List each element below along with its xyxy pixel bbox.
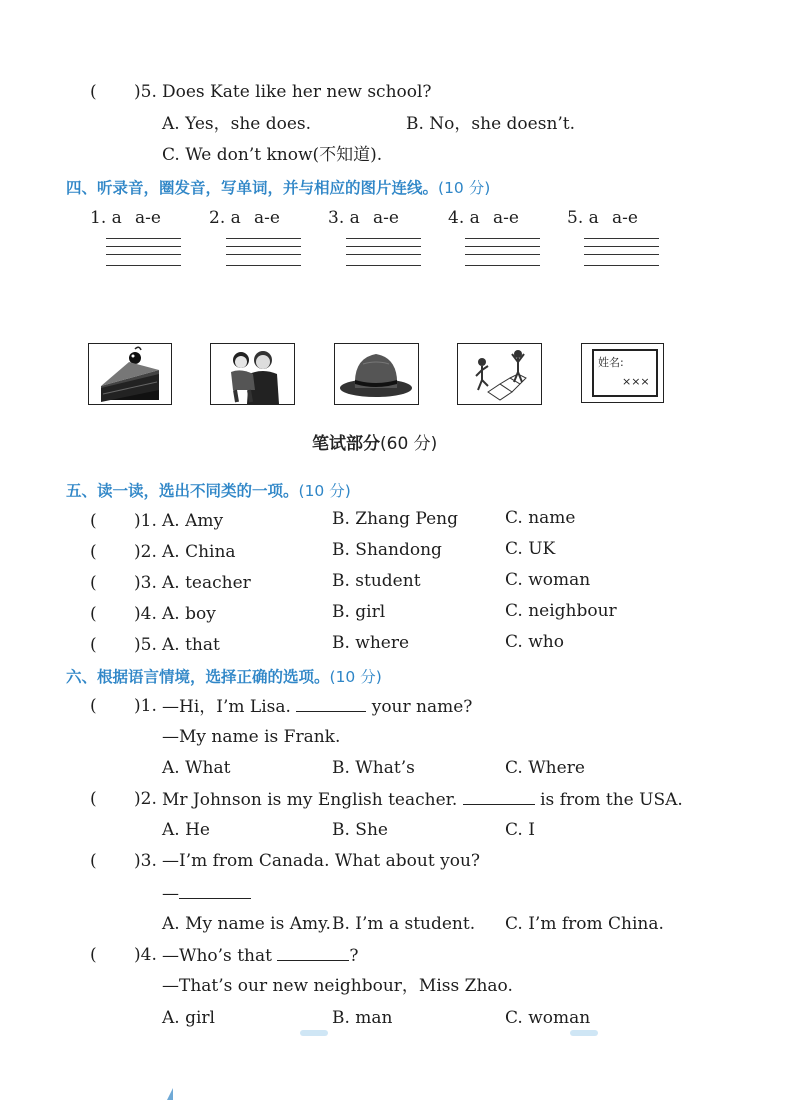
section-6-heading xyxy=(66,665,382,687)
answer-line xyxy=(162,882,251,905)
option-b: B. No，she doesn’t. xyxy=(406,114,576,134)
hopscotch-game-picture[interactable] xyxy=(457,343,542,405)
option-c: C. neighbour xyxy=(505,601,617,621)
option-b: B. man xyxy=(332,1008,393,1028)
option-c: C. who xyxy=(505,632,564,652)
option-a: A. girl xyxy=(162,1008,215,1028)
question-text: —Who’s that xyxy=(162,946,272,966)
question-text: your name? xyxy=(371,697,473,717)
dialogue-line: —That’s our new neighbour，Miss Zhao. xyxy=(162,976,513,996)
written-part-points: (60 分) xyxy=(380,434,438,454)
option-b: B. girl xyxy=(332,602,386,622)
cake-icon xyxy=(89,344,171,404)
answer-paren[interactable]: ( xyxy=(90,511,97,531)
question-text: is from the USA. xyxy=(540,790,683,810)
cake-picture[interactable] xyxy=(88,343,172,405)
option-a: A. that xyxy=(162,635,220,655)
sound-item-label: 5. a xyxy=(567,208,599,228)
answer-paren[interactable]: ( xyxy=(90,696,97,716)
question-text: Mr Johnson is my English teacher. xyxy=(162,790,458,810)
section-6-points: (10 分) xyxy=(329,668,382,686)
name-card-picture[interactable] xyxy=(581,343,664,403)
sound-item-alt: a-e xyxy=(135,208,161,228)
option-c: C. UK xyxy=(505,539,556,559)
question-line xyxy=(162,695,472,718)
dash: — xyxy=(162,884,179,904)
question-line xyxy=(162,788,683,811)
question-number: )3. xyxy=(134,851,157,871)
option-a: A. China xyxy=(162,542,236,562)
answer-paren[interactable]: ( xyxy=(90,573,97,593)
answer-paren[interactable]: ( xyxy=(90,542,97,562)
answer-blank[interactable] xyxy=(296,695,366,712)
answer-blank[interactable] xyxy=(277,944,349,961)
sound-item-alt: a-e xyxy=(493,208,519,228)
option-b: B. Zhang Peng xyxy=(332,509,458,529)
answer-paren[interactable]: ( xyxy=(90,789,97,809)
sound-item-alt: a-e xyxy=(373,208,399,228)
section-5-points: (10 分) xyxy=(298,482,351,500)
option-a: A. teacher xyxy=(162,573,251,593)
sound-item-label: 4. a xyxy=(448,208,480,228)
sound-item-alt: a-e xyxy=(612,208,638,228)
question-line xyxy=(162,944,358,967)
sound-item-alt: a-e xyxy=(254,208,280,228)
sound-item-label: 2. a xyxy=(209,208,241,228)
answer-paren[interactable]: ( xyxy=(90,604,97,624)
section-6-title: 六、根据语言情境，选择正确的选项。 xyxy=(66,668,330,686)
decor-mark xyxy=(570,1030,598,1036)
question-number: )2. xyxy=(134,542,157,562)
option-b: B. What’s xyxy=(332,758,415,778)
family-icon xyxy=(211,344,294,404)
option-c: C. Where xyxy=(505,758,585,778)
decor-mark xyxy=(300,1030,328,1036)
question-number: )2. xyxy=(134,789,157,809)
answer-paren[interactable]: ( xyxy=(90,851,97,871)
section-4-title: 四、听录音，圈发音，写单词，并与相应的图片连线。 xyxy=(66,179,439,197)
option-c: C. name xyxy=(505,508,576,528)
option-a: A. My name is Amy. xyxy=(162,914,331,934)
option-c: C. woman xyxy=(505,1008,591,1028)
hat-icon xyxy=(335,344,418,404)
question-number xyxy=(134,81,157,103)
question-number: )1. xyxy=(134,511,157,531)
corner-triangle-icon xyxy=(167,1088,173,1100)
question-text: —Hi，I’m Lisa. xyxy=(162,697,291,717)
option-b: B. She xyxy=(332,820,388,840)
answer-paren-open: ( xyxy=(90,82,97,102)
question-text: Does Kate like her new school? xyxy=(162,82,432,102)
written-part-label: 笔试部分 xyxy=(312,434,380,454)
option-a: A. Yes，she does. xyxy=(162,114,312,134)
answer-paren[interactable]: ( xyxy=(90,945,97,965)
option-c: C. We don’t know(不知道). xyxy=(162,145,383,165)
option-a: A. What xyxy=(162,758,231,778)
option-c: C. I xyxy=(505,820,535,840)
sound-item-label: 1. a xyxy=(90,208,122,228)
father-son-picture[interactable] xyxy=(210,343,295,405)
q-number: 5. xyxy=(140,82,157,102)
option-b: B. I’m a student. xyxy=(332,914,476,934)
question-text: ? xyxy=(349,946,359,966)
answer-blank[interactable] xyxy=(179,882,251,899)
question-number: )3. xyxy=(134,573,157,593)
question-number: )4. xyxy=(134,945,157,965)
name-card xyxy=(592,349,658,397)
section-4-heading xyxy=(66,176,490,198)
answer-paren-close: ) xyxy=(134,82,141,102)
hat-picture[interactable] xyxy=(334,343,419,405)
name-card-label: 姓名: xyxy=(598,356,624,369)
option-c: C. woman xyxy=(505,570,591,590)
dialogue-line: —My name is Frank. xyxy=(162,727,341,747)
option-a: A. Amy xyxy=(162,511,224,531)
dialogue-line: —I’m from Canada. What about you? xyxy=(162,851,481,871)
hopscotch-icon xyxy=(458,344,541,404)
sound-item-label: 3. a xyxy=(328,208,360,228)
section-5-heading xyxy=(66,479,351,501)
answer-blank[interactable] xyxy=(463,788,535,805)
question-number: )4. xyxy=(134,604,157,624)
option-b: B. student xyxy=(332,571,421,591)
section-5-title: 五、读一读，选出不同类的一项。 xyxy=(66,482,299,500)
option-a: A. boy xyxy=(162,604,216,624)
question-number: )1. xyxy=(134,696,157,716)
name-card-value: ××× xyxy=(622,375,650,388)
section-4-points: (10 分) xyxy=(438,179,491,197)
written-part-title xyxy=(312,429,437,454)
question-number: )5. xyxy=(134,635,157,655)
option-c: C. I’m from China. xyxy=(505,914,664,934)
option-a: A. He xyxy=(162,820,210,840)
answer-paren[interactable]: ( xyxy=(90,635,97,655)
option-b: B. Shandong xyxy=(332,540,442,560)
option-b: B. where xyxy=(332,633,410,653)
